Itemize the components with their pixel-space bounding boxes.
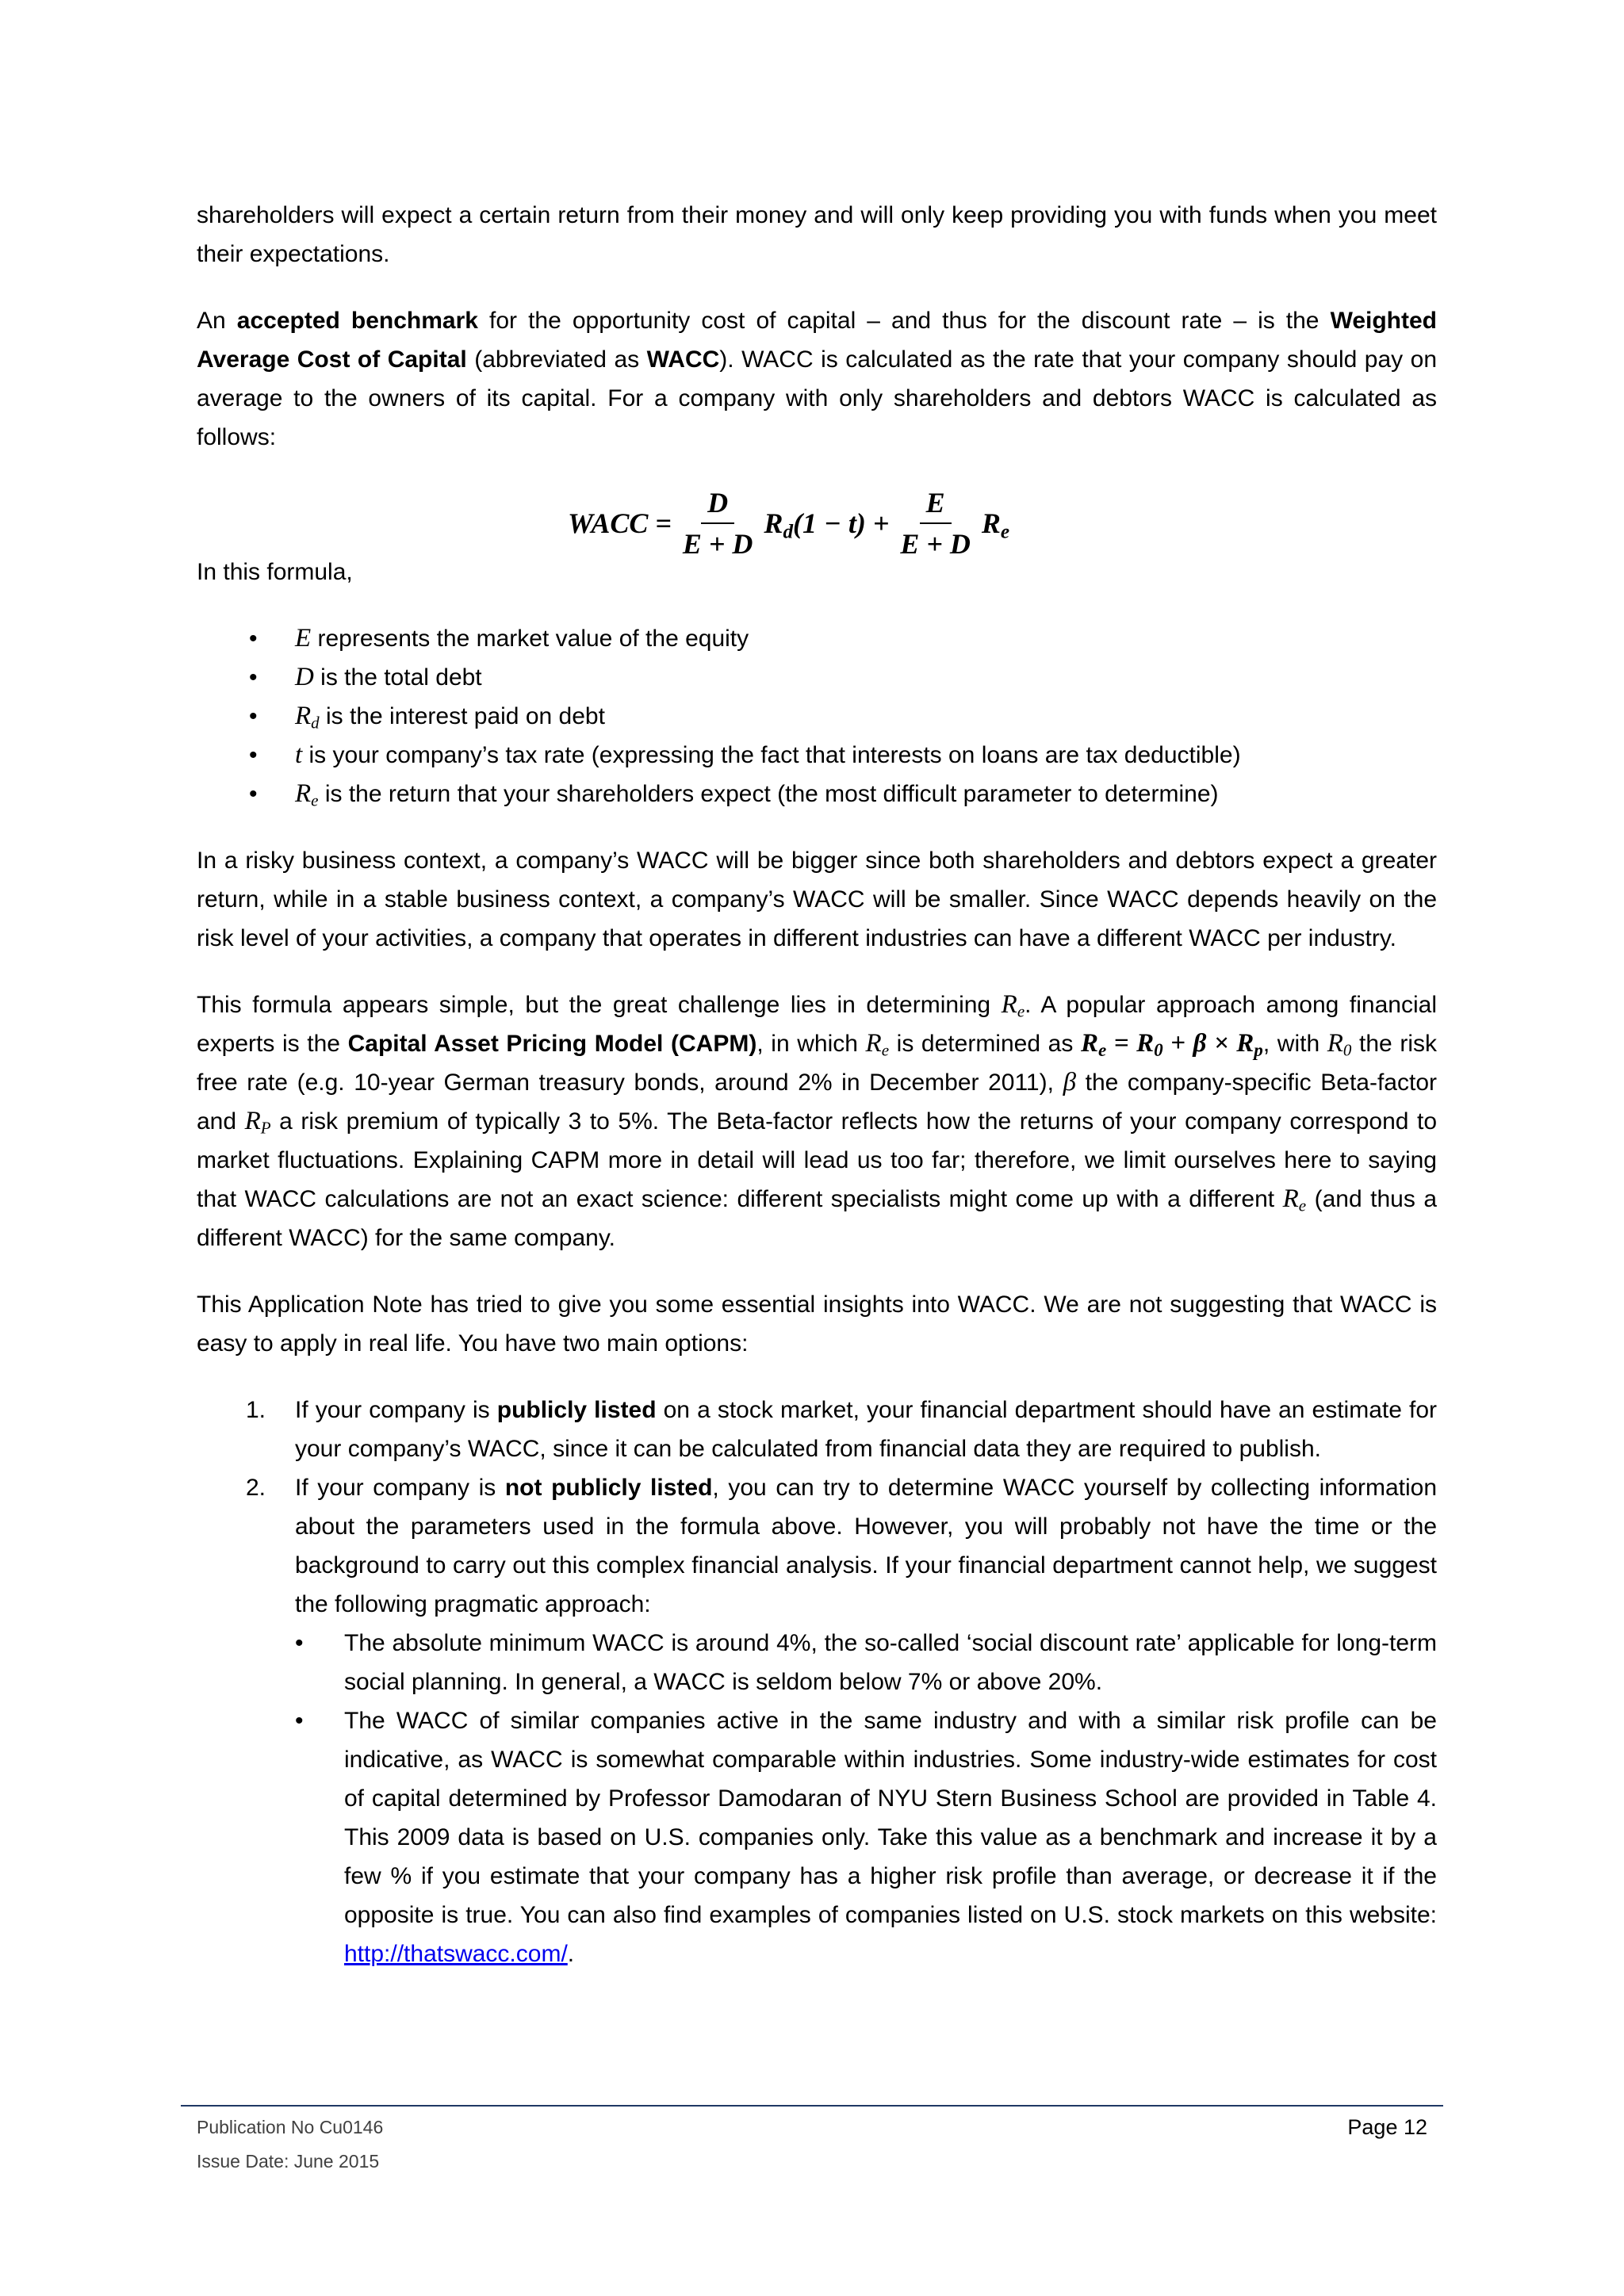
list-item: • $R_e$ is the return that your shareholders expect (the most difficult parameter to determine)	[197, 775, 1437, 813]
paragraph-risk-context: In a risky business context, a company’s WACC will be bigger since both shareholders and debtors expect a greater return, while in a stable business context, a company’s WACC will be smaller. Since WACC depends heavily on the risk level of your activities, a company that operates in different industries can have a different WACC per industry.	[197, 848, 1437, 951]
body-text-lower	[197, 553, 1437, 1973]
options-list	[197, 1391, 1437, 1973]
paragraph-continuation: shareholders will expect a certain return from their money and will only keep providing you with funds when you meet their expectations.	[197, 202, 1437, 267]
capm-equation: $R_e = R_0 + \beta \times R_p$	[1080, 1029, 1263, 1060]
wacc-formula: WACC = $\frac{D}{E + D}$ $R_d(1 - t)$ + $\frac{E}{E + D}$ $R_e$	[568, 487, 1010, 560]
list-item: • $R_d$ is the interest paid on debt	[197, 697, 1437, 736]
pragmatic-approach-list	[295, 1624, 1437, 1973]
paragraph-formula-intro: In this formula,	[197, 559, 353, 585]
list-item: • E represents the market value of the equity	[197, 619, 1437, 658]
list-item: • The absolute minimum WACC is around 4%, the so-called ‘social discount rate’ applicable for long-term social planning. In general, a WACC is seldom below 7% or above 20%.	[295, 1624, 1437, 1701]
paragraph-wacc-intro: An accepted benchmark for the opportunity cost of capital – and thus for the discount rate – is the Weighted Average Cost of Capital (abbreviated as WACC). WACC is calculated as the rate that your company should pay on average to the owners of its capital. For a company with only shareholders and debtors WACC is calculated as follows:	[197, 308, 1438, 450]
list-item: • D is the total debt	[197, 658, 1437, 697]
body-text-upper	[197, 196, 1437, 457]
paragraph-capm: This formula appears simple, but the great challenge lies in determining $R_e$. A popular approach among financial experts is the Capital Asset Pricing Model (CAPM), in which $R_e$ is determined as $R_e = R_0 + \beta \times R_p$, with $R_0$ the risk free rate (e.g. 10-year German treasury bonds, around 2% in December 2011), β the company-specific Beta-factor and $R_P$ a risk premium of typically 3 to 5%. The Beta-factor reflects how the returns of your company correspond to market fluctuations. Explaining CAPM more in detail will lead us too far; therefore, we limit ourselves here to saying that WACC calculations are not an exact science: different specialists might come up with a different $R_e$ (and thus a different WACC) for the same company.	[197, 990, 1438, 1251]
fraction-equity: $\frac{E}{E + D}$	[900, 487, 971, 560]
page-number: Page 12	[1347, 2115, 1427, 2139]
list-item: • The WACC of similar companies active in the same industry and with a similar risk profile can be indicative, as WACC is somewhat comparable within industries. Some industry-wide estimates for cost of capital determined by Professor Damodaran of NYU Stern Business School are provided in Table 4. This 2009 data is based on U.S. companies only. Take this value as a benchmark and increase it by a few % if you estimate that your company has a higher risk profile than average, or decrease it if the opposite is true. You can also find examples of companies listed on U.S. stock markets on this website: http://thatswacc.com/.	[295, 1701, 1437, 1973]
fraction-debt: $\frac{D}{E + D}$	[682, 487, 753, 560]
variable-list	[197, 619, 1437, 813]
thatswacc-link[interactable]: http://thatswacc.com/	[344, 1941, 568, 1967]
footer-publication: Publication No Cu0146	[197, 2117, 384, 2137]
list-item-option-2: 2. If your company is not publicly listed, you can try to determine WACC yourself by collecting information about the parameters used in the formula above. However, you will probably not have the time or the background to carry out this complex financial analysis. If your financial department cannot help, we suggest the following pragmatic approach: • The absolute minimum WACC is around 4%, the so-called ‘social discount rate’ applicable for long-term social planning. In general, a WACC is seldom below 7% or above 20%. • The WACC of similar companies active in the same industry and with a similar risk profile can be indicative, as WACC is somewhat comparable within industries. Some industry-wide estimates for cost of capital determined by Professor Damodaran of NYU Stern Business School are provided in Table 4. This 2009 data is based on U.S. companies only. Take this value as a benchmark and increase it by a few % if you estimate that your company has a higher risk profile than average, or decrease it if the opposite is true. You can also find examples of companies listed on U.S. stock markets on this website: http://thatswacc.com/.	[197, 1468, 1437, 1973]
list-item-option-1: 1. If your company is publicly listed on a stock market, your financial department should have an estimate for your company’s WACC, since it can be calculated from financial data they are required to publish.	[246, 1397, 1438, 1462]
footer-issue-date: Issue Date: June 2015	[197, 2151, 380, 2172]
list-item: • t is your company’s tax rate (expressing the fact that interests on loans are tax deductible)	[197, 736, 1437, 775]
footer-rule	[181, 2105, 1443, 2107]
paragraph-options-intro: This Application Note has tried to give you some essential insights into WACC. We are not suggesting that WACC is easy to apply in real life. You have two main options:	[197, 1292, 1437, 1357]
